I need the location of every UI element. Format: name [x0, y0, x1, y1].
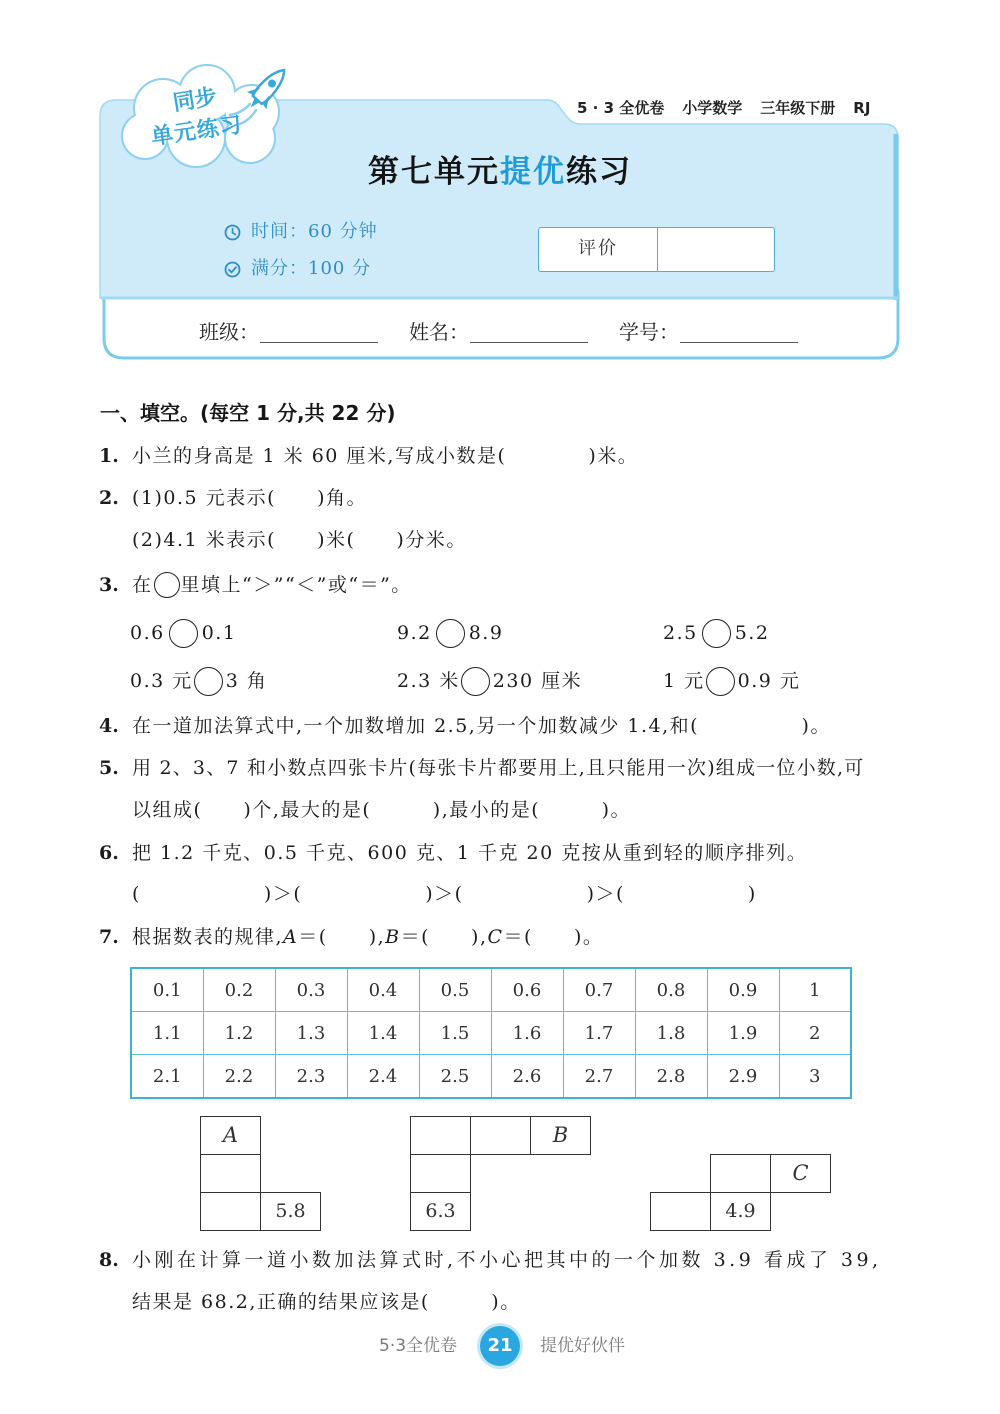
- question-number: 1.: [99, 445, 119, 467]
- comparison-right: 5.2: [734, 622, 770, 644]
- cloud-badge: [123, 66, 278, 166]
- table-cell: 1.7: [563, 1012, 635, 1055]
- table-cell: 2.5: [419, 1055, 491, 1099]
- compare-circle: [706, 667, 735, 696]
- compare-circle: [461, 667, 490, 696]
- footer-series: 5·3全优卷: [379, 1336, 458, 1356]
- grid-c-label-cell: C: [770, 1154, 831, 1193]
- question-5-line-1: 用 2、3、7 和小数点四张卡片(每张卡片都要用上,且只能用一次)组成一位小数,可: [132, 757, 865, 779]
- grade: 三年级下册: [760, 99, 836, 117]
- q7-part: ＝( )。: [503, 926, 604, 948]
- question-number: 5.: [99, 757, 119, 779]
- table-cell: 1.2: [203, 1012, 275, 1055]
- table-cell: 1.8: [635, 1012, 707, 1055]
- number-table: [130, 967, 852, 1099]
- name-blank: [470, 330, 588, 343]
- compare-circle: [436, 619, 465, 648]
- title-highlight: 提优: [500, 154, 566, 190]
- section-heading: 一、填空。(每空 1 分,共 22 分): [100, 401, 396, 425]
- question-8-line-1: 小刚在计算一道小数加法算式时,不小心把其中的一个加数 3.9 看成了 39,: [132, 1249, 882, 1271]
- question-number: 6.: [99, 842, 119, 864]
- table-cell: 1.4: [347, 1012, 419, 1055]
- full-score: 满分：100 分: [251, 258, 372, 279]
- q7-part: ＝( ),: [400, 926, 488, 948]
- grid-a-label-cell: A: [200, 1116, 261, 1155]
- table-cell: 1.9: [707, 1012, 779, 1055]
- table-cell: 0.1: [131, 968, 203, 1012]
- table-cell: 2.6: [491, 1055, 563, 1099]
- compare-circle: [194, 667, 223, 696]
- comparison-left: 0.3 元: [130, 670, 193, 692]
- class-blank: [260, 330, 378, 343]
- badge-line-1: 同步: [171, 84, 219, 117]
- compare-circle: [169, 619, 198, 648]
- badge-line-2: 单元练习: [149, 112, 245, 151]
- grid-a-empty-cell: [200, 1154, 261, 1193]
- title-part-2: 练习: [566, 154, 632, 190]
- q7-part: ＝( ),: [298, 926, 386, 948]
- table-row: [131, 1055, 851, 1099]
- question-4-text: 在一道加法算式中,一个加数增加 2.5,另一个加数减少 1.4,和( )。: [132, 715, 831, 737]
- grid-c-value-cell: 4.9: [710, 1192, 771, 1231]
- table-cell: 0.7: [563, 968, 635, 1012]
- table-cell: 0.6: [491, 968, 563, 1012]
- comparison-item: [663, 668, 800, 694]
- page-title: [0, 152, 1000, 192]
- series-name: 5 · 3 全优卷: [577, 99, 665, 117]
- comparison-right: 0.9 元: [737, 670, 801, 692]
- grid-b-empty-cell: [410, 1154, 471, 1193]
- comparison-item: [130, 668, 267, 694]
- question-number: 3.: [99, 574, 119, 596]
- page-number: 21: [480, 1326, 520, 1366]
- q3-after: 里填上“＞”“＜”或“＝”。: [180, 574, 412, 596]
- comparison-left: 2.5: [663, 622, 698, 644]
- q7-var-b: B: [385, 926, 401, 948]
- question-number: 4.: [99, 715, 119, 737]
- question-6-line-1: 把 1.2 千克、0.5 千克、600 克、1 千克 20 克按从重到轻的顺序排列。: [132, 842, 808, 864]
- comparison-right: 3 角: [225, 670, 268, 692]
- table-cell: 0.3: [275, 968, 347, 1012]
- comparison-item: [397, 668, 582, 694]
- table-cell: 1.3: [275, 1012, 347, 1055]
- table-cell: 0.2: [203, 968, 275, 1012]
- class-label: 班级：: [199, 320, 259, 344]
- question-3-text: [132, 572, 412, 598]
- comparison-right: 8.9: [468, 622, 504, 644]
- table-cell: 0.9: [707, 968, 779, 1012]
- compare-circle: [702, 619, 731, 648]
- question-5-line-2: 以组成( )个,最大的是( ),最小的是( )。: [132, 799, 632, 821]
- q7-part: 根据数表的规律,: [132, 926, 284, 948]
- q7-var-a: A: [283, 926, 299, 948]
- compare-circle: [154, 572, 180, 598]
- q3-before: 在: [132, 574, 153, 596]
- book-meta: [577, 97, 870, 119]
- comparison-item: [397, 620, 503, 646]
- grid-b-empty-cell: [470, 1116, 531, 1155]
- table-cell: 2: [779, 1012, 851, 1055]
- student-id-label: 学号：: [619, 320, 679, 344]
- comparison-right: 0.1: [201, 622, 237, 644]
- table-cell: 0.8: [635, 968, 707, 1012]
- evaluation-box: [538, 227, 775, 272]
- grid-c-empty-cell: [710, 1154, 771, 1193]
- grid-a-value-cell: 5.8: [260, 1192, 321, 1231]
- question-2-part-1: (1)0.5 元表示( )角。: [132, 487, 367, 509]
- question-number: 7.: [99, 926, 119, 948]
- table-cell: 2.4: [347, 1055, 419, 1099]
- comparison-left: 2.3 米: [397, 670, 460, 692]
- footer-slogan: 提优好伙伴: [540, 1336, 625, 1356]
- table-cell: 1.5: [419, 1012, 491, 1055]
- table-cell: 2.3: [275, 1055, 347, 1099]
- subject: 小学数学: [682, 99, 743, 117]
- table-row: [131, 1012, 851, 1055]
- comparison-item: [130, 620, 236, 646]
- question-7-text: [132, 924, 603, 950]
- question-number: 2.: [99, 487, 119, 509]
- title-part-1: 第七单元: [368, 154, 500, 190]
- comparison-right: 230 厘米: [492, 670, 583, 692]
- grid-a-empty-cell: [200, 1192, 261, 1231]
- table-cell: 1.1: [131, 1012, 203, 1055]
- comparison-left: 1 元: [663, 670, 705, 692]
- clock-icon: [224, 224, 241, 241]
- table-cell: 0.4: [347, 968, 419, 1012]
- question-2-part-2: (2)4.1 米表示( )米( )分米。: [132, 529, 467, 551]
- grid-b-value-cell: 6.3: [410, 1192, 471, 1231]
- table-row: [131, 968, 851, 1012]
- table-cell: 2.1: [131, 1055, 203, 1099]
- table-cell: 2.8: [635, 1055, 707, 1099]
- q7-var-c: C: [487, 926, 504, 948]
- table-cell: 0.5: [419, 968, 491, 1012]
- comparison-left: 9.2: [397, 622, 432, 644]
- question-8-line-2: 结果是 68.2,正确的结果应该是( )。: [132, 1291, 521, 1313]
- edition: RJ: [853, 99, 871, 117]
- question-6-line-2: ( )＞( )＞( )＞( ): [132, 883, 757, 905]
- table-cell: 3: [779, 1055, 851, 1099]
- exam-time: 时间：60 分钟: [251, 221, 378, 242]
- table-cell: 1: [779, 968, 851, 1012]
- evaluation-cell: [658, 228, 774, 271]
- student-id-blank: [680, 330, 798, 343]
- table-cell: 2.2: [203, 1055, 275, 1099]
- grid-b-label-cell: B: [530, 1116, 591, 1155]
- question-number: 8.: [99, 1249, 119, 1271]
- comparison-left: 0.6: [130, 622, 165, 644]
- grid-c-empty-cell: [650, 1192, 711, 1231]
- evaluation-label: 评价: [539, 228, 658, 271]
- table-cell: 1.6: [491, 1012, 563, 1055]
- comparison-item: [663, 620, 769, 646]
- grid-b-empty-cell: [410, 1116, 471, 1155]
- question-1-text: 小兰的身高是 1 米 60 厘米,写成小数是( )米。: [132, 445, 639, 467]
- name-label: 姓名：: [409, 320, 469, 344]
- table-cell: 2.9: [707, 1055, 779, 1099]
- table-cell: 2.7: [563, 1055, 635, 1099]
- check-circle-icon: [224, 261, 241, 278]
